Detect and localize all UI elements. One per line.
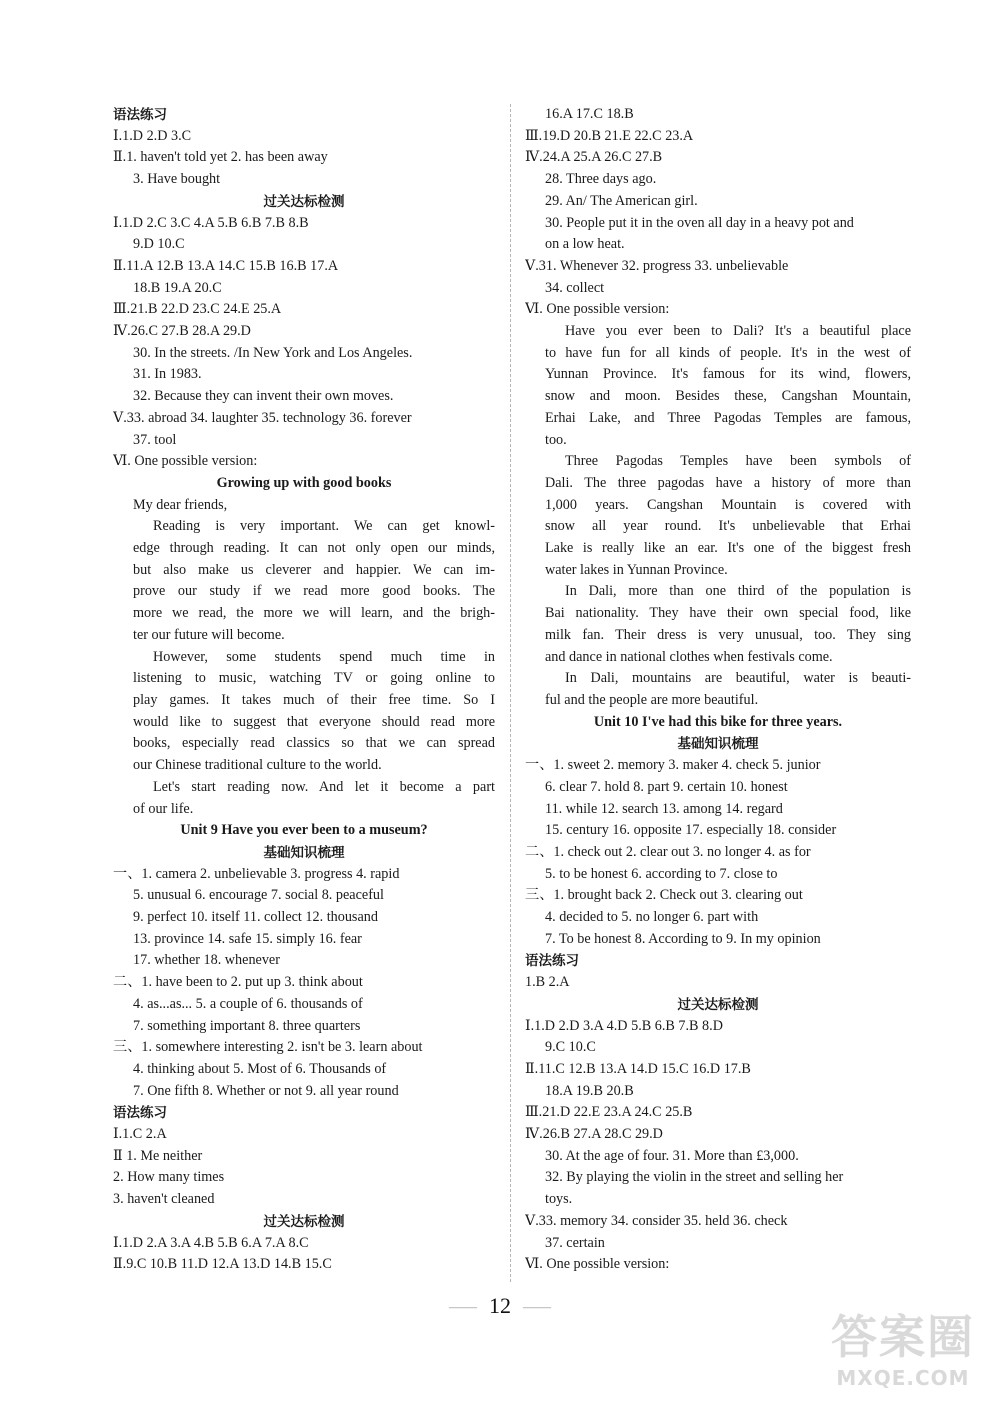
right-line: 11. while 12. search 13. among 14. regard (545, 800, 783, 817)
column-divider (510, 104, 511, 1282)
right-line: milk fan. Their dress is very unusual, too. They sing (545, 626, 911, 643)
left-line: edge through reading. It can not only open our minds, (133, 540, 495, 557)
left-line: 13. province 14. safe 15. simply 16. fear (133, 930, 362, 947)
left-line: Ⅰ.1.D 2.C 3.C 4.A 5.B 6.B 7.B 8.B (113, 214, 309, 231)
right-line: Ⅱ.11.C 12.B 13.A 14.D 15.C 16.D 17.B (525, 1060, 751, 1077)
right-line: 基础知识梳理 (677, 736, 759, 752)
right-line: Have you ever been to Dali? It's a beautiful place (565, 323, 911, 340)
right-line: toys. (545, 1191, 573, 1208)
left-line: Ⅳ.26.C 27.B 28.A 29.D (113, 323, 251, 340)
left-line: 4. as...as... 5. a couple of 6. thousands of (133, 995, 363, 1012)
left-line: 三、1. somewhere interesting 2. isn't be 3. learn about (113, 1039, 423, 1056)
left-line: 32. Because they can invent their own moves. (133, 388, 394, 405)
left-line: 过关达标检测 (263, 1213, 345, 1229)
right-line: ful and the people are more beautiful. (545, 691, 759, 708)
left-line: Let's start reading now. And let it become a part (153, 778, 495, 795)
left-line: prove our study if we read more good books. The (133, 583, 495, 600)
right-line: 5. to be honest 6. according to 7. close to (545, 865, 778, 882)
right-line: Ⅳ.26.B 27.A 28.C 29.D (525, 1126, 663, 1143)
right-line: Ⅰ.1.D 2.D 3.A 4.D 5.B 6.B 7.B 8.D (525, 1017, 723, 1034)
left-line: Ⅱ.1. haven't told yet 2. has been away (113, 149, 328, 166)
right-line: 1.B 2.A (525, 974, 570, 991)
left-column (113, 104, 495, 1276)
right-column (525, 104, 911, 1276)
right-line: Ⅵ. One possible version: (525, 1256, 670, 1273)
right-line: 6. clear 7. hold 8. part 9. certain 10. honest (545, 778, 788, 795)
left-line: Ⅱ.11.A 12.B 13.A 14.C 15.B 16.B 17.A (113, 257, 339, 274)
left-line: 17. whether 18. whenever (133, 952, 280, 969)
right-line: 18.A 19.B 20.B (545, 1082, 634, 1099)
left-line: 语法练习 (113, 1105, 167, 1121)
left-line: of our life. (133, 800, 194, 817)
right-line: water lakes in Yunnan Province. (545, 561, 728, 578)
left-line: 过关达标检测 (263, 193, 345, 209)
right-line: 语法练习 (525, 953, 579, 969)
left-line: listening to music, watching TV or going online to (133, 670, 495, 687)
right-line: Ⅳ.24.A 25.A 26.C 27.B (525, 149, 663, 166)
right-line: Bai nationality. They have their own special food, like (545, 605, 911, 622)
right-line: Ⅵ. One possible version: (525, 301, 670, 318)
right-line: Lake is really like an ear. It's one of the biggest fresh (545, 540, 911, 557)
left-line: Ⅱ 1. Me neither (113, 1147, 203, 1164)
page-number-value: 12 (489, 1293, 511, 1318)
left-line: Ⅴ.33. abroad 34. laughter 35. technology 36. forever (113, 409, 412, 426)
left-line: Growing up with good books (216, 474, 392, 491)
right-line: 34. collect (545, 279, 605, 296)
left-line: 基础知识梳理 (263, 844, 345, 860)
right-line: 三、1. brought back 2. Check out 3. clearing out (525, 887, 803, 904)
watermark-logo (828, 1308, 978, 1400)
left-line: My dear friends, (133, 496, 228, 513)
left-line: would like to suggest that everyone should read more (133, 713, 495, 730)
right-line: 过关达标检测 (677, 996, 759, 1012)
right-line: 4. decided to 5. no longer 6. part with (545, 909, 759, 926)
left-line: 7. something important 8. three quarters (133, 1017, 361, 1034)
right-line: Ⅲ.19.D 20.B 21.E 22.C 23.A (525, 127, 694, 144)
left-line: Ⅲ.21.B 22.D 23.C 24.E 25.A (113, 301, 282, 318)
left-line: Ⅱ.9.C 10.B 11.D 12.A 13.D 14.B 15.C (113, 1256, 332, 1273)
left-line: 3. Have bought (133, 171, 221, 188)
left-line: Ⅰ.1.D 2.D 3.C (113, 127, 192, 144)
left-line: 语法练习 (113, 107, 167, 122)
left-line: 2. How many times (113, 1169, 225, 1186)
watermark-url: MXQE.COM (836, 1366, 970, 1390)
right-line: too. (545, 431, 567, 448)
right-line: 30. At the age of four. 31. More than £3,000. (545, 1147, 799, 1164)
left-line: 37. tool (133, 431, 177, 448)
left-line: 30. In the streets. /In New York and Los Angeles. (133, 344, 413, 361)
left-line: 18.B 19.A 20.C (133, 279, 222, 296)
right-line: Three Pagodas Temples have been symbols of (565, 453, 911, 470)
left-line: However, some students spend much time in (153, 648, 495, 665)
right-line: 28. Three days ago. (545, 171, 657, 188)
right-line: In Dali, more than one third of the population is (565, 583, 911, 600)
right-line: snow and moon. Besides these, Cangshan Mountain, (545, 388, 911, 405)
right-line: Ⅴ.33. memory 34. consider 35. held 36. check (525, 1212, 788, 1229)
right-line: to have fun for all kinds of people. It's in the west of (545, 344, 911, 361)
left-line: our Chinese traditional culture to the world. (133, 757, 382, 774)
left-line: ter our future will become. (133, 626, 285, 643)
right-line: 15. century 16. opposite 17. especially 18. consider (545, 822, 837, 839)
left-line: 9. perfect 10. itself 11. collect 12. thousand (133, 909, 378, 926)
left-line: more we read, the more we will learn, and the brigh- (133, 605, 495, 622)
left-line: Ⅰ.1.C 2.A (113, 1126, 167, 1143)
left-line: Ⅵ. One possible version: (113, 453, 258, 470)
right-line: 一、1. sweet 2. memory 3. maker 4. check 5. junior (525, 757, 821, 774)
right-line: snow all year round. It's unbelievable that Erhai (545, 518, 911, 535)
right-line: Ⅴ.31. Whenever 32. progress 33. unbelievable (525, 257, 789, 274)
right-line: Erhai Lake, and Three Pagodas Temples are famous, (545, 409, 911, 426)
left-line: Reading is very important. We can get knowl- (153, 518, 495, 535)
left-line: 7. One fifth 8. Whether or not 9. all year round (133, 1082, 399, 1099)
left-line: play games. It takes much of their free time. So I (133, 691, 495, 708)
left-line: Ⅰ.1.D 2.A 3.A 4.B 5.B 6.A 7.A 8.C (113, 1234, 309, 1251)
right-line: and dance in national clothes when festivals come. (545, 648, 833, 665)
right-line: Ⅲ.21.D 22.E 23.A 24.C 25.B (525, 1104, 693, 1121)
left-line: Unit 9 Have you ever been to a museum? (180, 822, 428, 839)
right-line: Dali. The three pagodas have a history of more than (545, 474, 911, 491)
right-line: 7. To be honest 8. According to 9. In my opinion (545, 930, 821, 947)
watermark-logo-text: 答案圈 (831, 1310, 975, 1364)
right-line: 1,000 years. Cangshan Mountain is covered with (545, 496, 911, 513)
right-line: In Dali, mountains are beautiful, water is beauti- (565, 670, 911, 687)
right-line: on a low heat. (545, 236, 625, 253)
right-line: 16.A 17.C 18.B (545, 106, 634, 122)
left-line: 31. In 1983. (133, 366, 202, 383)
left-line: but also make us cleverer and happier. We can im- (133, 561, 495, 578)
right-line: 29. An/ The American girl. (545, 192, 698, 209)
right-line: Yunnan Province. It's famous for its wind, flowers, (545, 366, 911, 383)
left-line: 3. haven't cleaned (113, 1191, 215, 1208)
right-line: Unit 10 I've had this bike for three years. (593, 713, 843, 730)
right-line: 32. By playing the violin in the street and selling her (545, 1169, 844, 1186)
page-number-dash-right: —— (523, 1299, 551, 1315)
left-line: 4. thinking about 5. Most of 6. Thousands of (133, 1060, 387, 1077)
left-line: 二、1. have been to 2. put up 3. think about (113, 974, 363, 991)
right-line: 37. certain (545, 1234, 605, 1251)
page-number-dash-left: —— (449, 1299, 477, 1315)
left-line: 9.D 10.C (133, 236, 185, 253)
left-line: books, especially read classics so that we can spread (133, 735, 495, 752)
left-line: 5. unusual 6. encourage 7. social 8. peaceful (133, 887, 384, 904)
right-line: 二、1. check out 2. clear out 3. no longer 4. as for (525, 843, 811, 860)
left-line: 一、1. camera 2. unbelievable 3. progress 4. rapid (113, 865, 400, 882)
right-line: 30. People put it in the oven all day in a heavy pot and (545, 214, 854, 231)
right-line: 9.C 10.C (545, 1039, 596, 1056)
